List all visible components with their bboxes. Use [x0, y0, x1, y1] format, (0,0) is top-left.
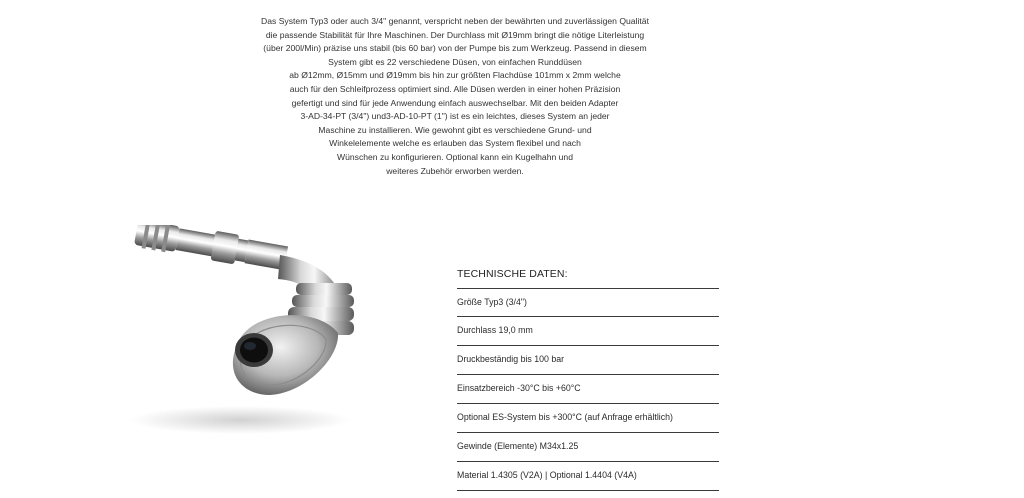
spec-row-pressure: Druckbeständig bis 100 bar — [457, 346, 719, 375]
spec-row-material: Material 1.4305 (V2A) | Optional 1.4404 (V4A) — [457, 462, 719, 491]
description-line: (über 200l/Min) präzise uns stabil (bis 60 bar) von der Pumpe bis zum Werkzeug. Passend in diesem — [263, 43, 647, 54]
description-line: System gibt es 22 verschiedene Düsen, von einfachen Runddüsen — [328, 56, 582, 67]
description-line: Das System Typ3 oder auch 3/4" genannt, verspricht neben der bewährten und zuverlässigen Qualität — [261, 16, 649, 26]
description-line: Winkelelemente welche es erlauben das System flexibel und nach — [329, 138, 581, 149]
description-line: auch für den Schleifprozess optimiert sind. Alle Düsen werden in einer hohen Präzision — [289, 83, 621, 94]
description-line: die passende Stabilität für Ihre Maschinen. Der Durchlass mit Ø19mm bringt die nötige Literleistung — [265, 29, 645, 40]
product-description — [200, 15, 710, 178]
description-line: Wünschen zu konfigurieren. Optional kann ein Kugelhahn und — [336, 151, 573, 162]
description-line: ab Ø12mm, Ø15mm und Ø19mm bis hin zur größten Flachdüse 101mm x 2mm welche — [289, 70, 621, 81]
technical-data-title: TECHNISCHE DATEN: — [457, 268, 568, 280]
spec-row-size: Größe Typ3 (3/4") — [457, 288, 719, 317]
product-image — [120, 225, 380, 440]
description-line: weiteres Zubehör erworben werden. — [386, 165, 524, 176]
spec-row-temperature-range: Einsatzbereich -30°C bis +60°C — [457, 375, 719, 404]
spec-list — [457, 288, 719, 491]
technical-data — [457, 265, 719, 491]
nozzle-elbow-image — [120, 225, 380, 440]
description-line: Maschine zu installieren. Wie gewohnt gibt es verschiedene Grund- und — [318, 124, 592, 135]
spec-row-passage: Durchlass 19,0 mm — [457, 317, 719, 346]
spec-row-thread: Gewinde (Elemente) M34x1.25 — [457, 433, 719, 462]
description-line: gefertigt und sind für jede Anwendung einfach auswechselbar. Mit den beiden Adapter — [291, 97, 619, 108]
description-line: 3-AD-34-PT (3/4") und3-AD-10-PT (1") ist es ein leichtes, dieses System an jeder — [300, 111, 610, 122]
spec-row-es-system: Optional ES-System bis +300°C (auf Anfrage erhältlich) — [457, 404, 719, 433]
